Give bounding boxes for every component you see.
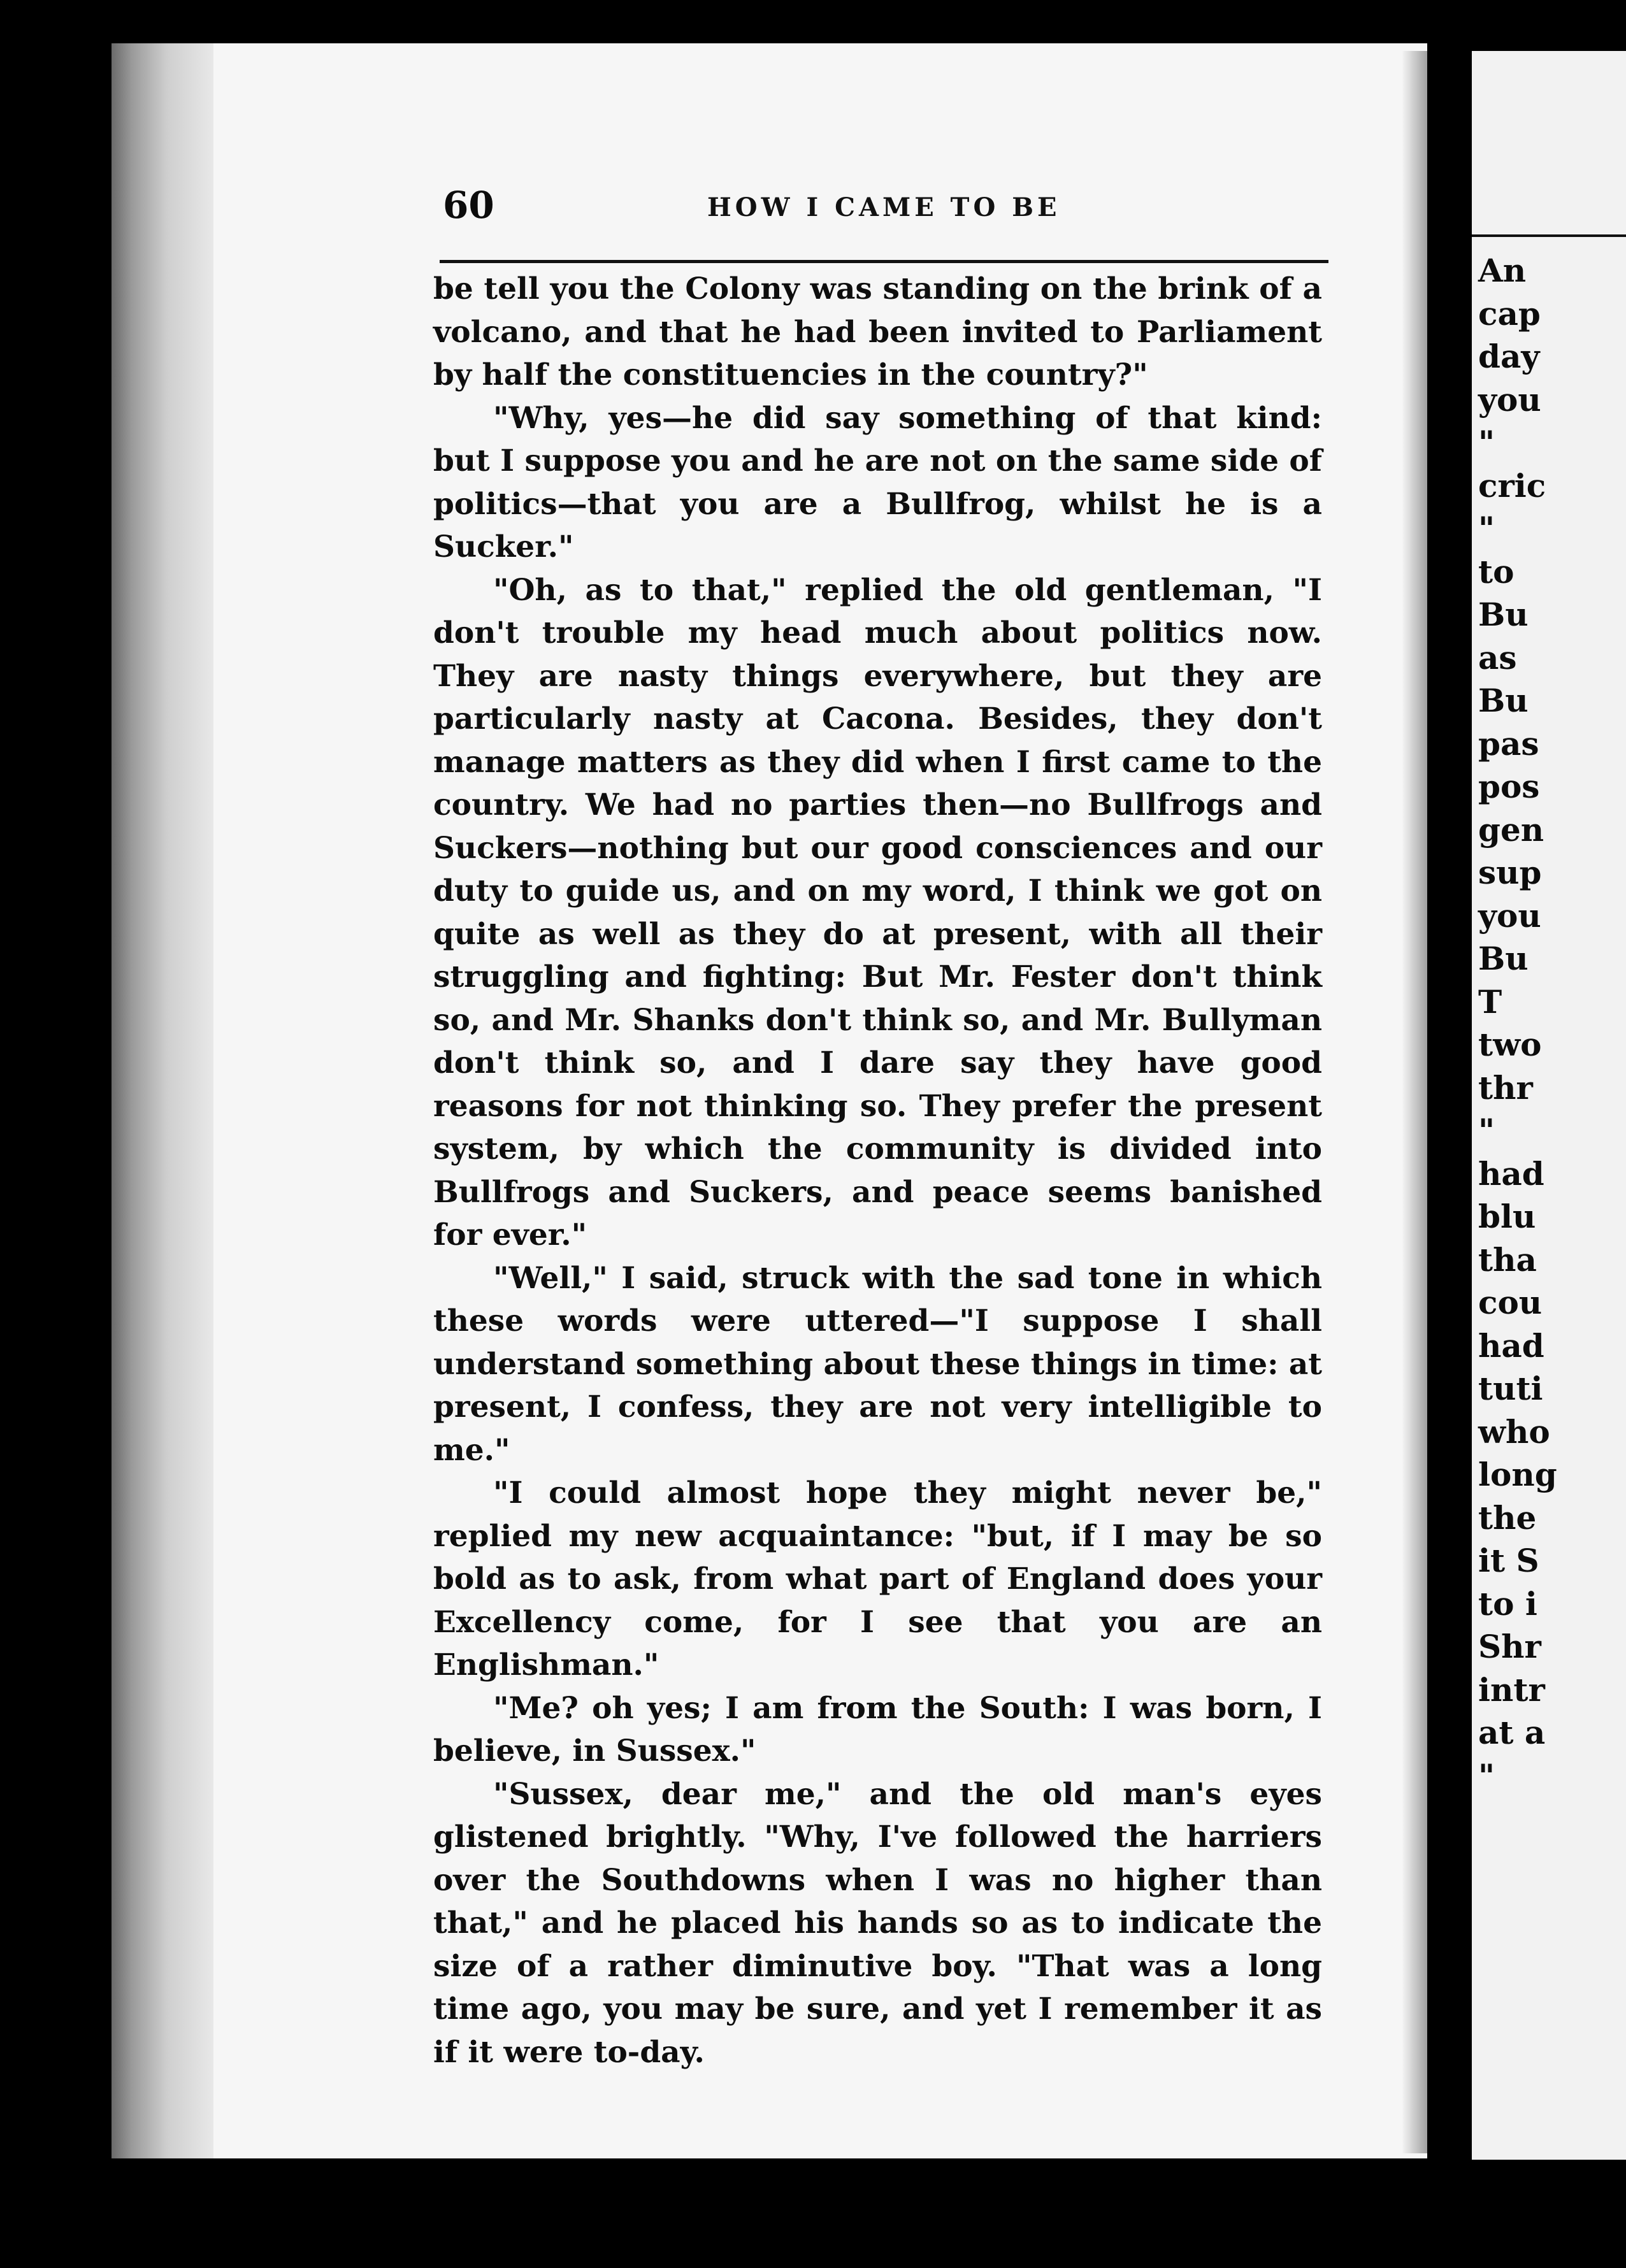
page-edge xyxy=(112,43,213,2158)
paragraph: "Oh, as to that," replied the old gentleman, "I don't trouble my head much about politics now. They are nasty things everywhere, but they are particularly nasty at Cacona. Besides, they don't manage matters as they did when I first came to the country. We had no parties then—no Bullfrogs and Suckers—nothing but our good consciences and our duty to guide us, and on my word, I think we got on quite as well as they do at present, with all their struggling and fighting: But Mr. Fester don't think so, and Mr. Shanks don't think so, and Mr. Bullyman don't think so, and I dare say they have good reasons for not thinking so. They prefer the present system, by which the community is divided into Bullfrogs and Suckers, and peace seems banished for ever." xyxy=(433,572,1322,1252)
adjacent-page-fragment: you xyxy=(1478,896,1541,935)
page-body xyxy=(433,268,1322,2074)
adjacent-page-fragment: had xyxy=(1478,1154,1544,1193)
adjacent-page-fragment: who xyxy=(1478,1412,1550,1451)
running-head: HOW I CAME TO BE xyxy=(707,192,1061,222)
adjacent-page-fragment: cou xyxy=(1478,1284,1543,1321)
adjacent-page-rule xyxy=(1472,234,1626,237)
adjacent-page-fragment: " xyxy=(1478,424,1495,461)
film-border-left xyxy=(0,0,112,2268)
adjacent-page-fragment: Shr xyxy=(1478,1628,1541,1665)
header-rule xyxy=(440,260,1328,263)
adjacent-page-fragment: had xyxy=(1478,1326,1544,1365)
paragraph: "Why, yes—he did say something of that kind: but I suppose you and he are not on the same side of politics—that you are a Bullfrog, whilst he is a Sucker." xyxy=(433,400,1322,564)
adjacent-page-fragment: tha xyxy=(1478,1240,1537,1279)
book-gutter xyxy=(1427,51,1453,2153)
adjacent-page-fragment: pas xyxy=(1478,724,1539,763)
adjacent-page-fragment: cric xyxy=(1478,466,1546,505)
adjacent-page-fragment: " xyxy=(1478,510,1495,547)
adjacent-page-fragment: pos xyxy=(1478,768,1540,805)
adjacent-page-fragment: T xyxy=(1478,982,1502,1021)
adjacent-page-fragment: long xyxy=(1478,1456,1557,1493)
adjacent-page-fragment: it S xyxy=(1478,1542,1539,1579)
paragraph: "I could almost hope they might never be," replied my new acquaintance: "but, if I may be so bold as to ask, from what part of England does your Excellency come, for I see that you are an Englishman." xyxy=(433,1475,1322,1683)
adjacent-page-fragment: thr xyxy=(1478,1068,1533,1107)
adjacent-page-fragment: you xyxy=(1478,380,1541,419)
adjacent-page-fragment: " xyxy=(1478,1756,1495,1795)
paragraph: "Sussex, dear me," and the old man's eyes glistened brightly. "Why, I've followed the harriers over the Southdowns when I was no higher than that," and he placed his hands so as to indicate the size of a rather diminutive boy. "That was a long time ago, you may be sure, and yet I remember it as if it were to-day. xyxy=(433,1776,1322,2070)
gutter-shadow xyxy=(1402,51,1427,2153)
adjacent-page-fragment: to i xyxy=(1478,1584,1537,1623)
adjacent-page-fragment: the xyxy=(1478,1498,1537,1537)
paragraph: "Well," I said, struck with the sad tone in which these words were uttered—"I suppose I shall understand something about these things in time: at present, I confess, they are not very intelligible to me." xyxy=(433,1260,1322,1468)
adjacent-page-fragment: " xyxy=(1478,1112,1495,1149)
adjacent-page-fragment: intr xyxy=(1478,1670,1545,1709)
adjacent-page-fragment: day xyxy=(1478,338,1540,375)
adjacent-page-fragment: Bu xyxy=(1478,682,1529,719)
adjacent-page-fragment: as xyxy=(1478,638,1517,677)
adjacent-page-fragment: two xyxy=(1478,1026,1542,1063)
paragraph: be tell you the Colony was standing on the brink of a volcano, and that he had been invited to Parliament by half the constituencies in the country?" xyxy=(433,271,1322,392)
adjacent-page-fragment: Bu xyxy=(1478,596,1529,633)
adjacent-page-fragment: cap xyxy=(1478,294,1541,333)
adjacent-page-fragment: blu xyxy=(1478,1198,1536,1235)
adjacent-page-fragment: An xyxy=(1478,252,1527,289)
paragraph: "Me? oh yes; I am from the South: I was born, I believe, in Sussex." xyxy=(433,1690,1322,1769)
adjacent-page xyxy=(1472,51,1626,2160)
page-number: 60 xyxy=(443,183,494,227)
adjacent-page-fragment: at a xyxy=(1478,1714,1546,1751)
adjacent-page-fragment: sup xyxy=(1478,854,1542,891)
adjacent-page-fragment: to xyxy=(1478,552,1514,591)
adjacent-page-fragment: Bu xyxy=(1478,940,1529,977)
adjacent-page-fragment: tuti xyxy=(1478,1370,1543,1407)
adjacent-page-fragment: gen xyxy=(1478,810,1544,849)
